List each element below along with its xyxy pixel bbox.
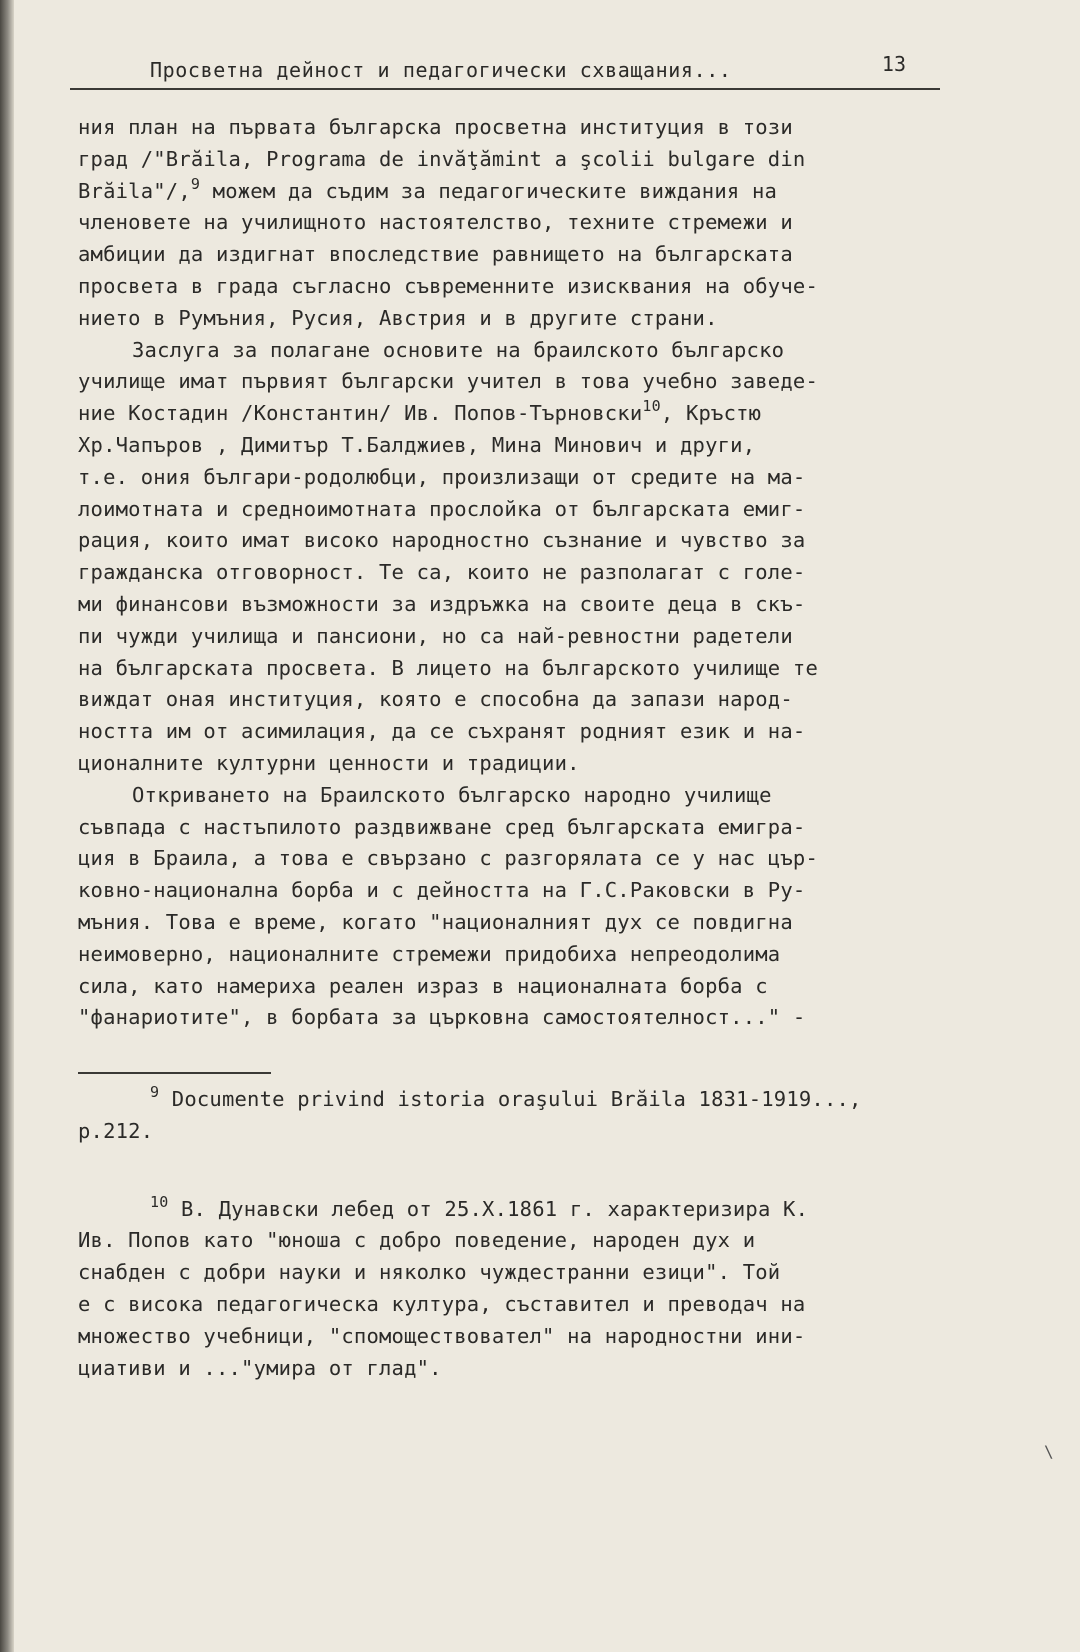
page-number: 13 xyxy=(881,52,906,76)
text-line: ние Костадин /Константин/ Ив. Попов-Търновски$^{10}$, Кръстю xyxy=(78,397,762,426)
text-line: т.е. ония българи-родолюбци, произлизащи от средите на ма- xyxy=(78,464,806,489)
text-line: нието в Румъния, Русия, Австрия и в другите страни. xyxy=(78,305,718,330)
text-line: ността им от асимилация, да се съхранят родният език и на- xyxy=(78,719,806,744)
footnote-line: снабден с добри науки и няколко чуждестранни езици". Той xyxy=(78,1260,781,1285)
footnote-separator xyxy=(78,1072,271,1074)
text-line: ционалните културни ценности и традиции. xyxy=(78,750,580,775)
text-line: неимоверно, националните стремежи придобиха непреодолима xyxy=(78,941,781,966)
text-line: мъния. Това е време, когато "националният дух се повдигна xyxy=(78,909,793,934)
page-header xyxy=(70,48,940,90)
footnote-line: е с висока педагогическа култура, съставител и преводач на xyxy=(78,1291,806,1316)
text-line: лоимотната и средноимотната прослойка от българската емиг- xyxy=(78,496,806,521)
text-line: ми финансови възможности за издръжка на своите деца в скъ- xyxy=(78,591,806,616)
text-line: Brăila"/,$^9$ можем да съдим за педагогическите виждания на xyxy=(78,174,778,203)
footnote-10 xyxy=(78,1194,978,1385)
footnote-ref-10[interactable]: 10 xyxy=(642,397,661,416)
paragraph-start-line: Откриването на Браилското българско народно училище xyxy=(132,782,772,807)
running-head: Просветна дейност и педагогически схващания... xyxy=(150,58,732,82)
text-line: Хр.Чапъров , Димитър Т.Балджиев, Мина Минович и други, xyxy=(78,432,756,457)
text-line: ковно-национална борба и с дейността на Г.С.Раковски в Ру- xyxy=(78,878,806,903)
text-line: град /"Brăila, Programa de invăţămint a şcolii bulgare din xyxy=(78,146,806,171)
text-line: рация, които имат високо народностно съзнание и чувство за xyxy=(78,528,806,553)
footnote-line: $^{10}$ В. Дунавски лебед от 25.Х.1861 г. характеризира К. xyxy=(150,1192,809,1221)
footnote-number: 10 xyxy=(150,1192,169,1211)
footnote-line: циативи и ..."умира от глад". xyxy=(78,1355,442,1380)
footnote-line: множество учебници, "спомоществовател" на народностни ини- xyxy=(78,1323,806,1348)
paragraph-start-line: Заслуга за полагане основите на браилското българско xyxy=(132,337,785,362)
book-page xyxy=(14,0,1080,1652)
text-line: амбиции да издигнат впоследствие равнището на българската xyxy=(78,242,793,267)
body-text xyxy=(78,112,958,1034)
footnote-line: Ив. Попов като "юноша с добро поведение, народен дух и xyxy=(78,1228,756,1253)
text-line: съвпада с настъпилото раздвижване сред българската емигра- xyxy=(78,814,806,839)
text-line: просвета в града съгласно съвременните изисквания на обуче- xyxy=(78,273,818,298)
text-line: членовете на училищното настоятелство, техните стремежи и xyxy=(78,210,793,235)
text-line: гражданска отговорност. Те са, които не разполагат с голе- xyxy=(78,560,806,585)
book-spine-shadow xyxy=(0,0,14,1652)
footnote-number: 9 xyxy=(150,1083,160,1101)
text-line: сила, като намериха реален израз в националната борба с xyxy=(78,973,768,998)
footnote-gap xyxy=(78,1148,978,1194)
footnote-9 xyxy=(78,1084,978,1148)
text-line: виждат оная институция, която е способна да запази народ- xyxy=(78,687,793,712)
footnotes xyxy=(78,1084,978,1384)
footnote-line: $^9$ Documente privind istoria oraşului Brăila 1831-1919..., xyxy=(150,1083,862,1111)
text-line: пи чужди училища и пансиони, но са най-ревностни радетели xyxy=(78,623,793,648)
margin-mark: \ xyxy=(1044,1442,1054,1461)
text-line: ния план на първата българска просветна институция в този xyxy=(78,115,793,139)
text-line: ция в Браила, а това е свързано с разгорялата се у нас цър- xyxy=(78,846,818,871)
text-line: "фанариотите", в борбата за църковна самостоятелност..." - xyxy=(78,1005,806,1030)
text-line: на българската просвета. В лицето на българското училище те xyxy=(78,655,818,680)
footnote-line: p.212. xyxy=(78,1118,154,1143)
footnote-ref-9[interactable]: 9 xyxy=(190,174,201,193)
text-line: училище имат първият български учител в това учебно заведе- xyxy=(78,369,818,394)
